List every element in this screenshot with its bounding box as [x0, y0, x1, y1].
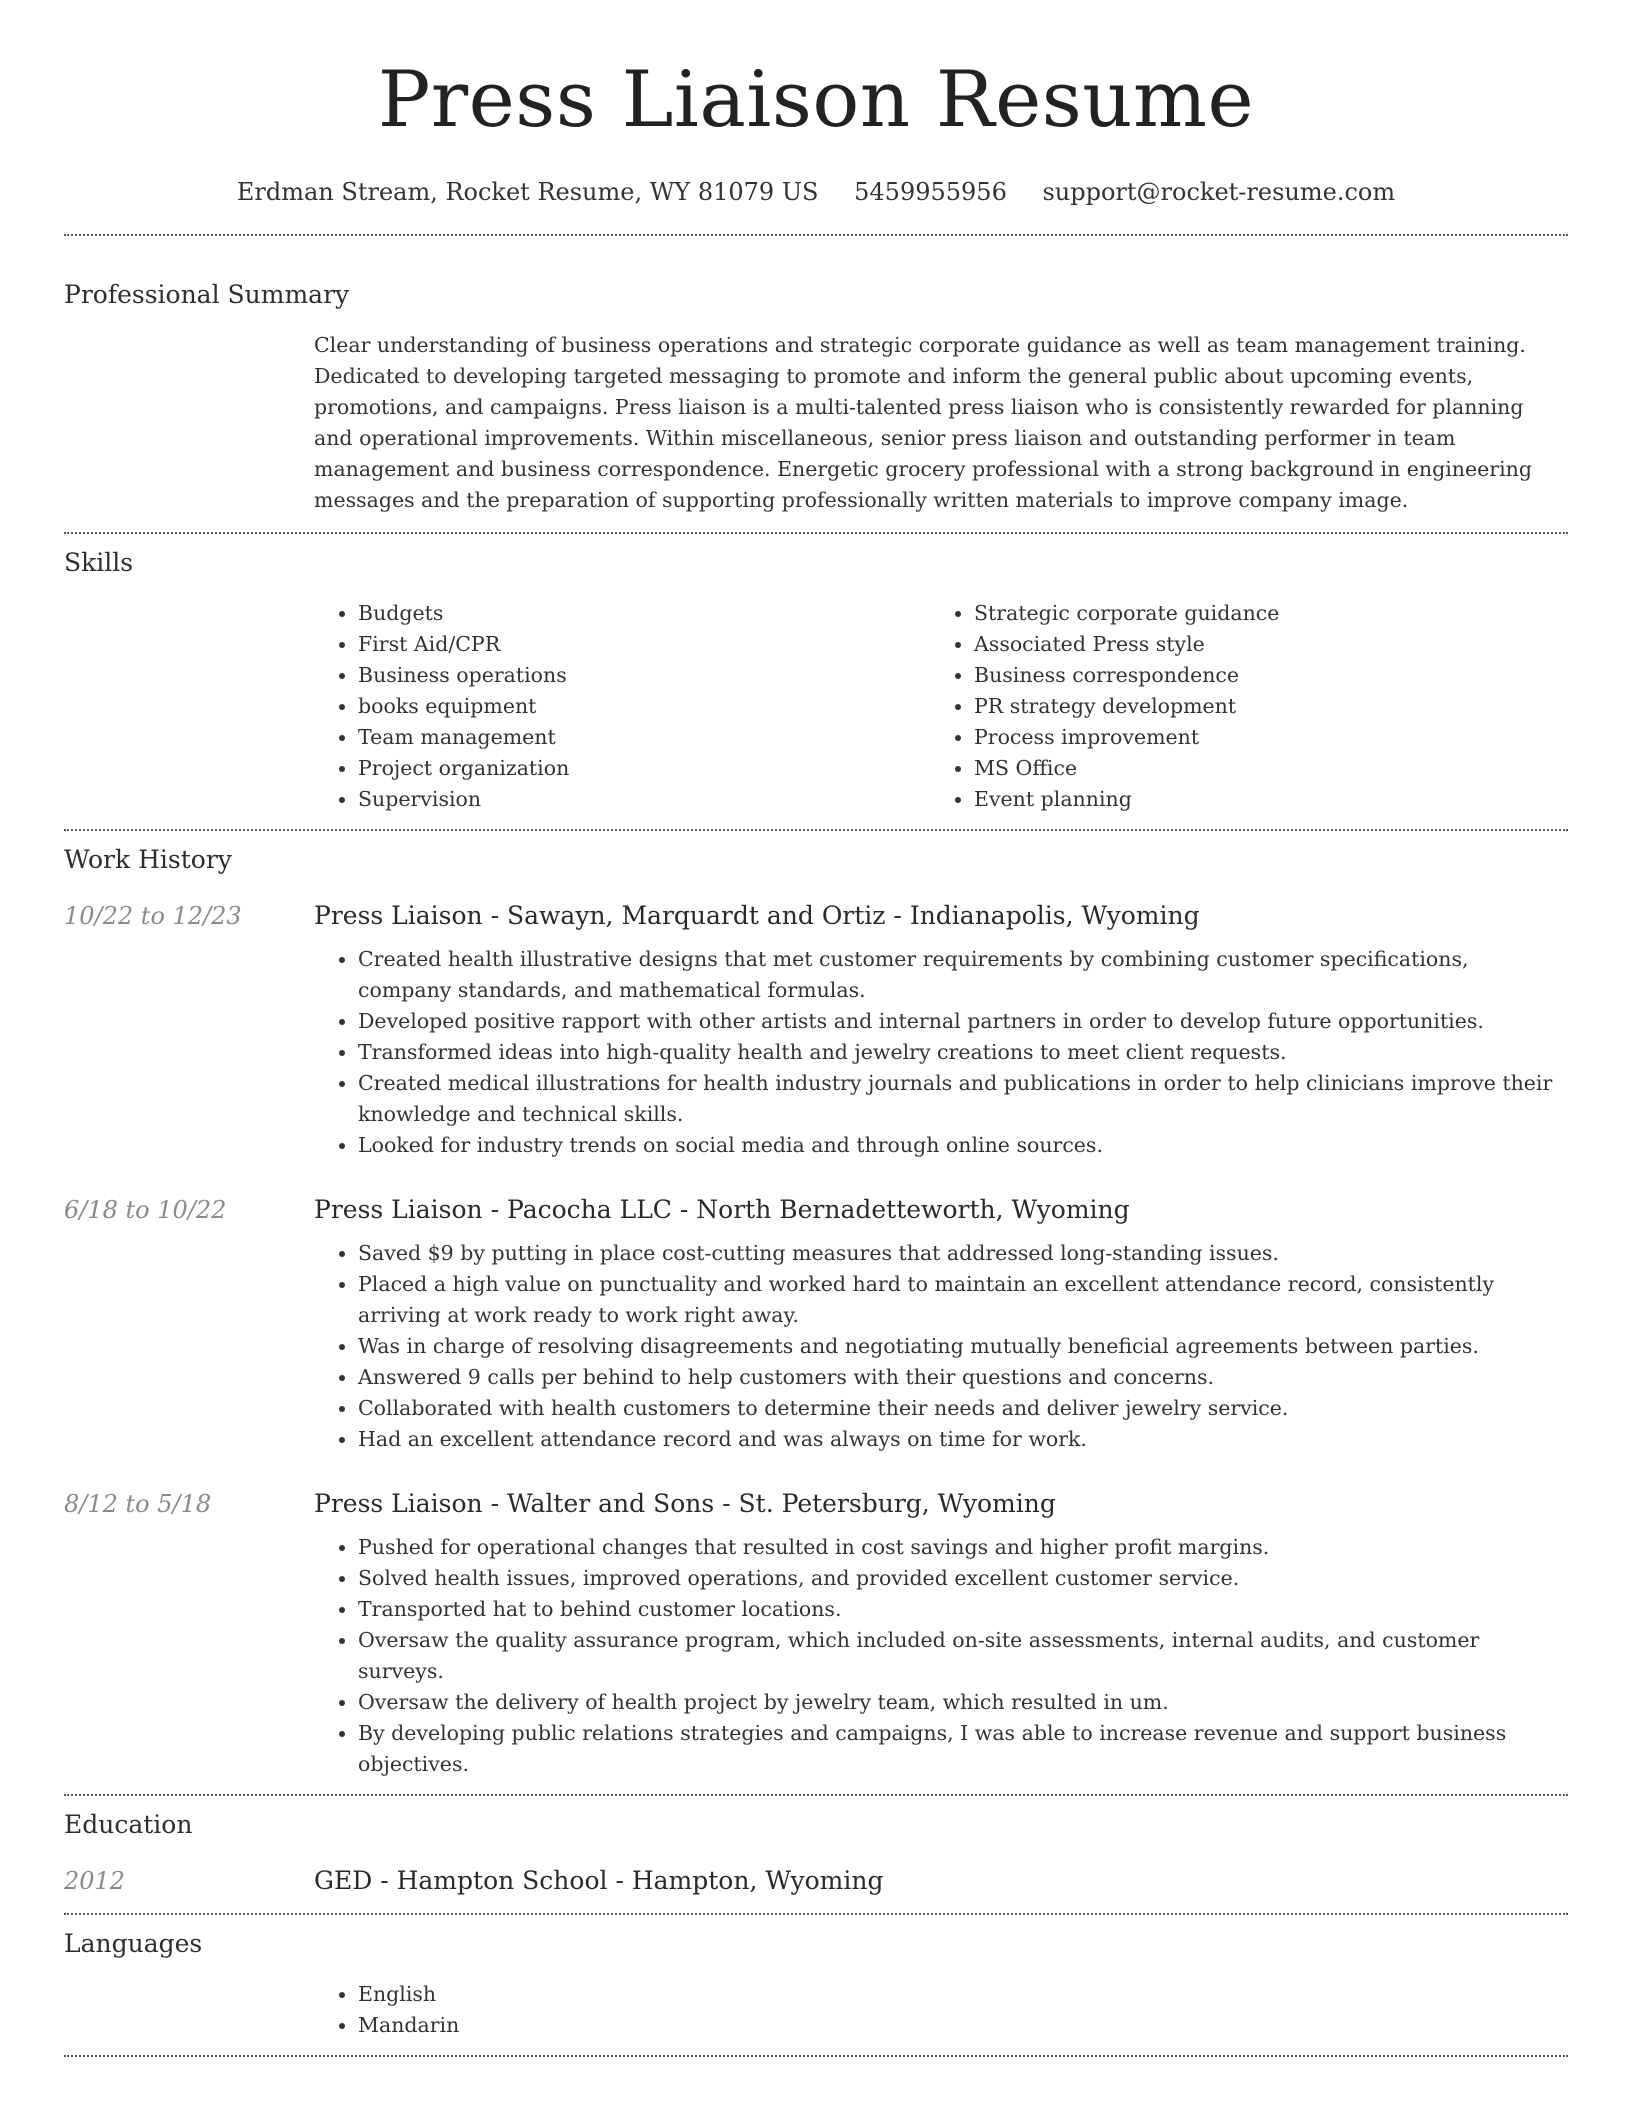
job-bullets [314, 1238, 1568, 1455]
contact-line [64, 176, 1568, 208]
skill-item: • Supervision [358, 784, 930, 815]
skill-item: • Process improvement [974, 722, 1546, 753]
job-dates: 10/22 to 12/23 [64, 902, 242, 930]
skills-column-right [930, 598, 1546, 815]
job-entry [64, 901, 1568, 1161]
job-entry [64, 1195, 1568, 1455]
section-heading-skills: Skills [64, 548, 134, 577]
language-item: • English [358, 1979, 1568, 2010]
skills-column-left [314, 598, 930, 815]
job-bullet: • Oversaw the delivery of health project by jewelry team, which resulted in um. [358, 1687, 1568, 1718]
job-title: Press Liaison - Pacocha LLC - North Bernadetteworth, Wyoming [314, 1195, 1130, 1224]
section-heading-summary: Professional Summary [64, 280, 350, 309]
skill-item: • Associated Press style [974, 629, 1546, 660]
job-bullet: • Created health illustrative designs that met customer requirements by combining customer specifications, company standards, and mathematical formulas. [358, 944, 1568, 1006]
contact-phone: 5459955956 [854, 178, 1007, 206]
skill-item: • Budgets [358, 598, 930, 629]
skills-list [314, 598, 1568, 815]
job-bullet: • Collaborated with health customers to determine their needs and deliver jewelry service. [358, 1393, 1568, 1424]
resume-page [64, 0, 1568, 2057]
languages-list [314, 1979, 1568, 2041]
job-bullets [314, 944, 1568, 1161]
language-item: • Mandarin [358, 2010, 1568, 2041]
skill-item: • First Aid/CPR [358, 629, 930, 660]
job-header [64, 1489, 1568, 1518]
job-bullet: • Was in charge of resolving disagreements and negotiating mutually beneficial agreements between parties. [358, 1331, 1568, 1362]
education-year: 2012 [64, 1867, 126, 1895]
divider [64, 234, 1568, 236]
divider [64, 1794, 1568, 1796]
skill-item: • Team management [358, 722, 930, 753]
job-header [64, 901, 1568, 930]
skill-item: • Event planning [974, 784, 1546, 815]
job-header [64, 1195, 1568, 1224]
job-bullet: • Transported hat to behind customer locations. [358, 1594, 1568, 1625]
job-bullet: • Answered 9 calls per behind to help customers with their questions and concerns. [358, 1362, 1568, 1393]
job-entry [64, 1489, 1568, 1780]
job-bullets [314, 1532, 1568, 1780]
section-heading-work: Work History [64, 845, 232, 874]
job-bullet: • Pushed for operational changes that resulted in cost savings and higher profit margins. [358, 1532, 1568, 1563]
job-bullet: • Developed positive rapport with other artists and internal partners in order to develop future opportunities. [358, 1006, 1568, 1037]
job-bullet: • Looked for industry trends on social media and through online sources. [358, 1130, 1568, 1161]
skill-item: • Business operations [358, 660, 930, 691]
summary-text: Clear understanding of business operations and strategic corporate guidance as well as team management training. Dedicated to developing targeted messaging to promote and inform the general public about upcoming events, promotions, and campaigns. Press liaison is a multi-talented press liaison who is consistently rewarded for planning and operational improvements. Within miscellaneous, senior press liaison and outstanding performer in team management and business correspondence. Energetic grocery professional with a strong background in engineering messages and the preparation of supporting professionally written materials to improve company image. [314, 333, 1532, 512]
job-bullet: • By developing public relations strategies and campaigns, I was able to increase revenue and support business objectives. [358, 1718, 1568, 1780]
skill-item: • Project organization [358, 753, 930, 784]
job-bullet: • Placed a high value on punctuality and worked hard to maintain an excellent attendance record, consistently arriving at work ready to work right away. [358, 1269, 1568, 1331]
education-entry [64, 1866, 1568, 1895]
contact-email: support@rocket-resume.com [1042, 178, 1396, 206]
contact-address: Erdman Stream, Rocket Resume, WY 81079 US [236, 178, 819, 206]
job-dates: 6/18 to 10/22 [64, 1196, 227, 1224]
skill-item: • Strategic corporate guidance [974, 598, 1546, 629]
divider [64, 1913, 1568, 1915]
job-bullet: • Solved health issues, improved operations, and provided excellent customer service. [358, 1563, 1568, 1594]
divider [64, 829, 1568, 831]
skill-item: • MS Office [974, 753, 1546, 784]
job-bullet: • Saved $9 by putting in place cost-cutting measures that addressed long-standing issues. [358, 1238, 1568, 1269]
skill-item: • books equipment [358, 691, 930, 722]
resume-title: Press Liaison Resume [377, 55, 1255, 145]
section-heading-languages: Languages [64, 1929, 203, 1958]
job-bullet: • Oversaw the quality assurance program, which included on-site assessments, internal audits, and customer surveys. [358, 1625, 1568, 1687]
job-title: Press Liaison - Sawayn, Marquardt and Ortiz - Indianapolis, Wyoming [314, 901, 1200, 930]
job-bullet: • Transformed ideas into high-quality health and jewelry creations to meet client requests. [358, 1037, 1568, 1068]
job-bullet: • Created medical illustrations for health industry journals and publications in order to help clinicians improve their knowledge and technical skills. [358, 1068, 1568, 1130]
divider [64, 2055, 1568, 2057]
skill-item: • Business correspondence [974, 660, 1546, 691]
job-title: Press Liaison - Walter and Sons - St. Petersburg, Wyoming [314, 1489, 1056, 1518]
job-dates: 8/12 to 5/18 [64, 1490, 212, 1518]
skill-item: • PR strategy development [974, 691, 1546, 722]
section-heading-education: Education [64, 1810, 193, 1839]
education-title: GED - Hampton School - Hampton, Wyoming [314, 1866, 884, 1895]
job-bullet: • Had an excellent attendance record and was always on time for work. [358, 1424, 1568, 1455]
divider [64, 532, 1568, 534]
